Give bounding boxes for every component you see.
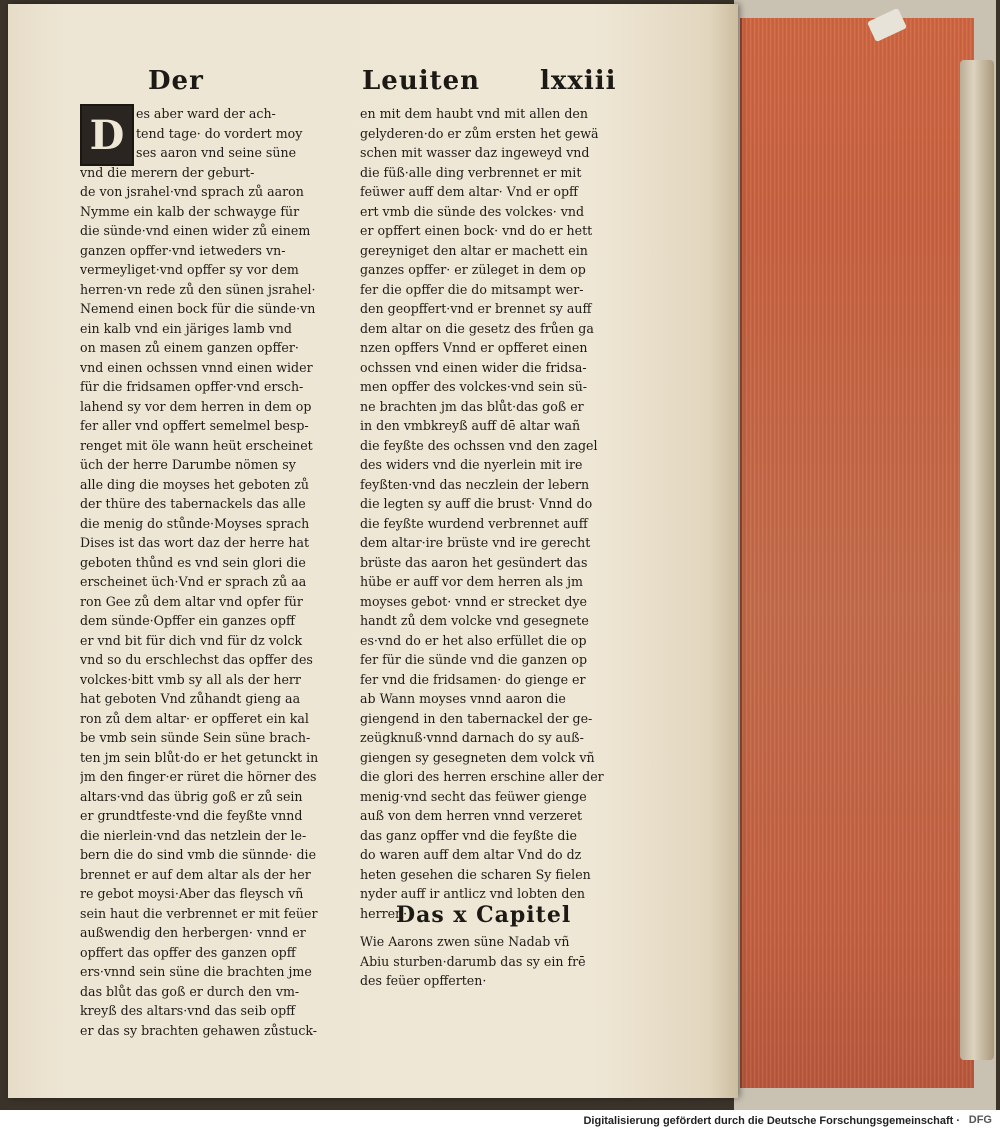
text-line: re gebot moysi·Aber das fleysch vñ (80, 886, 304, 901)
text-line: ab Wann moyses vnnd aaron die (360, 691, 566, 706)
running-head-title: Leuiten (362, 66, 481, 96)
right-text-column (360, 104, 622, 923)
text-line: er vnd bit für dich vnd für dz volck (80, 632, 303, 648)
text-line: vnd die merern der geburt- (80, 164, 255, 180)
text-line: lahend sy vor dem herren in dem op (80, 398, 312, 414)
text-line: giengen sy gesegneten dem volck vñ (360, 749, 595, 765)
text-line: dem sünde·Opffer ein ganzes opff (80, 613, 295, 628)
text-line: ses aaron vnd seine süne (136, 145, 297, 160)
text-line: ert vmb die sünde des volckes· vnd (360, 203, 585, 219)
running-head-left: Der (148, 66, 204, 96)
text-line: tend tage· do vordert moy (136, 125, 303, 141)
text-line: gereyniget den altar er machett ein (360, 242, 588, 258)
chapter-heading: Das x Capitel (396, 902, 572, 928)
text-line: üch der herre Darumbe nömen sy (80, 457, 296, 472)
text-line: der thüre des tabernackels das alle (80, 496, 306, 511)
text-line: es·vnd do er het also erfüllet die op (360, 632, 587, 648)
text-line: er opffert einen bock· vnd do er hett (360, 223, 593, 238)
text-line: vermeyliget·vnd opffer sy vor dem (80, 262, 299, 277)
text-line: nzen opffers Vnnd er opfferet einen (360, 340, 588, 355)
text-line: in den vmbkreyß auff dē altar wañ (360, 418, 581, 433)
text-line: er grundtfeste·vnd die feyßte vnnd (80, 808, 303, 823)
text-line: menig·vnd secht das feüwer gienge (360, 788, 587, 804)
dfg-logo: DFG (968, 1114, 992, 1126)
text-line: es aber ward der ach- (136, 106, 276, 121)
text-line: erscheinet üch·Vnd er sprach zů aa (80, 574, 307, 589)
text-line: ein kalb vnd ein järiges lamb vnd (80, 320, 292, 336)
text-line: die menig do stůnde·Moyses sprach (80, 515, 310, 531)
text-line: brennet er auf dem altar als der her (80, 866, 311, 882)
text-line: ganzen opffer·vnd ietweders vn- (80, 242, 286, 258)
text-line: ochssen vnd einen wider die fridsa- (360, 359, 587, 375)
text-line: jm den finger·er rüret die hörner des (80, 769, 317, 784)
text-line: dem altar on die gesetz des frůen ga (360, 320, 594, 336)
text-line: hat geboten Vnd zůhandt gieng aa (80, 691, 301, 706)
decorated-initial: D (80, 104, 134, 166)
text-line: des feüer opfferten· (360, 973, 487, 988)
text-line: giengend in den tabernackel der ge- (360, 710, 593, 726)
text-line: alle ding die moyses het geboten zů (80, 476, 310, 492)
text-line: die nierlein·vnd das netzlein der le- (80, 827, 307, 843)
text-line: Abiu sturben·darumb das sy ein frē (360, 953, 586, 969)
text-line: ron zů dem altar· er opfferet ein kal (80, 710, 309, 726)
text-line: fer für die sünde vnd die ganzen op (360, 652, 588, 667)
text-line: die füß·alle ding verbrennet er mit (360, 164, 582, 180)
text-line: Wie Aarons zwen süne Nadab vñ (360, 934, 570, 949)
text-line: ers·vnnd sein süne die brachten jme (80, 964, 312, 979)
text-line: das ganz opffer vnd die feyßte die (360, 827, 577, 843)
text-line: fer aller vnd opffert semelmel besp- (80, 418, 309, 433)
text-line: Dises ist das wort daz der herre hat (80, 535, 310, 550)
text-line: die legten sy auff die brust· Vnnd do (360, 496, 593, 511)
text-line: moyses gebot· vnnd er strecket dye (360, 593, 587, 609)
text-line: für die fridsamen opffer·vnd ersch- (80, 379, 304, 394)
text-line: be vmb sein sünde Sein süne brach- (80, 730, 311, 745)
text-line: handt zů dem volcke vnd gesegnete (360, 613, 589, 628)
text-line: hübe er auff vor dem herren als jm (360, 574, 583, 589)
text-line: außwendig den herbergen· vnnd er (80, 925, 306, 940)
text-line: volckes·bitt vmb sy all als der herr (80, 671, 301, 687)
text-line: renget mit öle wann heüt erscheinet (80, 437, 313, 453)
text-line: fer vnd die fridsamen· do gienge er (360, 671, 586, 687)
text-line: heten gesehen die scharen Sy fielen (360, 866, 591, 882)
text-line: ron Gee zů dem altar vnd opfer für (80, 593, 303, 609)
text-line: das blůt das goß er durch den vm- (80, 983, 300, 999)
text-line: geboten thůnd es vnd sein glori die (80, 554, 306, 570)
text-line: ten jm sein blůt·do er het getunckt in (80, 749, 319, 765)
text-line: fer die opffer die do mitsampt wer- (360, 281, 584, 297)
text-line: feüwer auff dem altar· Vnd er opff (360, 184, 578, 199)
text-line: die glori des herren erschine aller der (360, 769, 604, 784)
text-line: die feyßte wurdend verbrennet auff (360, 515, 588, 531)
text-line: kreyß des altars·vnd das seib opff (80, 1003, 296, 1018)
footer-bar (0, 1110, 1000, 1134)
text-line: schen mit wasser daz ingeweyd vnd (360, 145, 590, 160)
book-binding (960, 60, 994, 1060)
red-page-edges (740, 18, 974, 1088)
text-line: ne brachten jm das blůt·das goß er (360, 398, 584, 414)
text-line: nyder auff ir antlicz vnd lobten den (360, 886, 586, 901)
left-text-column (80, 104, 340, 1040)
text-line: er das sy brachten gehawen zůstuck- (80, 1022, 318, 1038)
text-line: bern die do sind vmb die sünnde· die (80, 847, 317, 862)
text-line: dem altar·ire brüste vnd ire gerecht (360, 535, 591, 550)
text-line: altars·vnd das übrig goß er zů sein (80, 788, 303, 804)
text-line: vnd einen ochssen vnnd einen wider (80, 359, 313, 375)
text-line: men opffer des volckes·vnd sein sü- (360, 379, 588, 394)
text-line: des widers vnd die nyerlein mit ire (360, 457, 583, 472)
text-line: die feyßte des ochssen vnd den zagel (360, 437, 598, 453)
text-line: de von jsrahel·vnd sprach zů aaron (80, 184, 304, 199)
text-line: en mit dem haubt vnd mit allen den (360, 106, 588, 121)
text-line: do waren auff dem altar Vnd do dz (360, 847, 582, 862)
text-line: den geopffert·vnd er brennet sy auff (360, 301, 592, 316)
text-line: Nemend einen bock für die sünde·vn (80, 301, 316, 316)
text-line: feyßten·vnd das neczlein der lebern (360, 476, 590, 492)
footer-credit: Digitalisierung gefördert durch die Deutsche Forschungsgemeinschaft · (583, 1115, 960, 1127)
text-line: die sünde·vnd einen wider zů einem (80, 223, 311, 238)
text-line: ganzes opffer· er züleget in dem op (360, 262, 586, 277)
text-line: opffert das opffer des ganzen opff (80, 944, 296, 960)
text-line: vnd so du erschlechst das opffer des (80, 652, 313, 667)
text-line: herren· (360, 905, 408, 921)
chapter-summary (360, 932, 630, 991)
text-line: Nymme ein kalb der schwayge für (80, 203, 300, 219)
text-line: auß von dem herren vnnd verzeret (360, 808, 583, 823)
text-line: sein haut die verbrennet er mit feüer (80, 905, 318, 921)
text-line: herren·vn rede zů den sünen jsrahel· (80, 281, 316, 297)
text-line: gelyderen·do er zům ersten het gewä (360, 125, 599, 141)
folio-number: lxxiii (540, 66, 617, 96)
text-line: on masen zů einem ganzen opffer· (80, 340, 299, 355)
text-line: zeügknuß·vnnd darnach do sy auß- (360, 730, 584, 745)
text-line: brüste das aaron het gesündert das (360, 554, 588, 570)
